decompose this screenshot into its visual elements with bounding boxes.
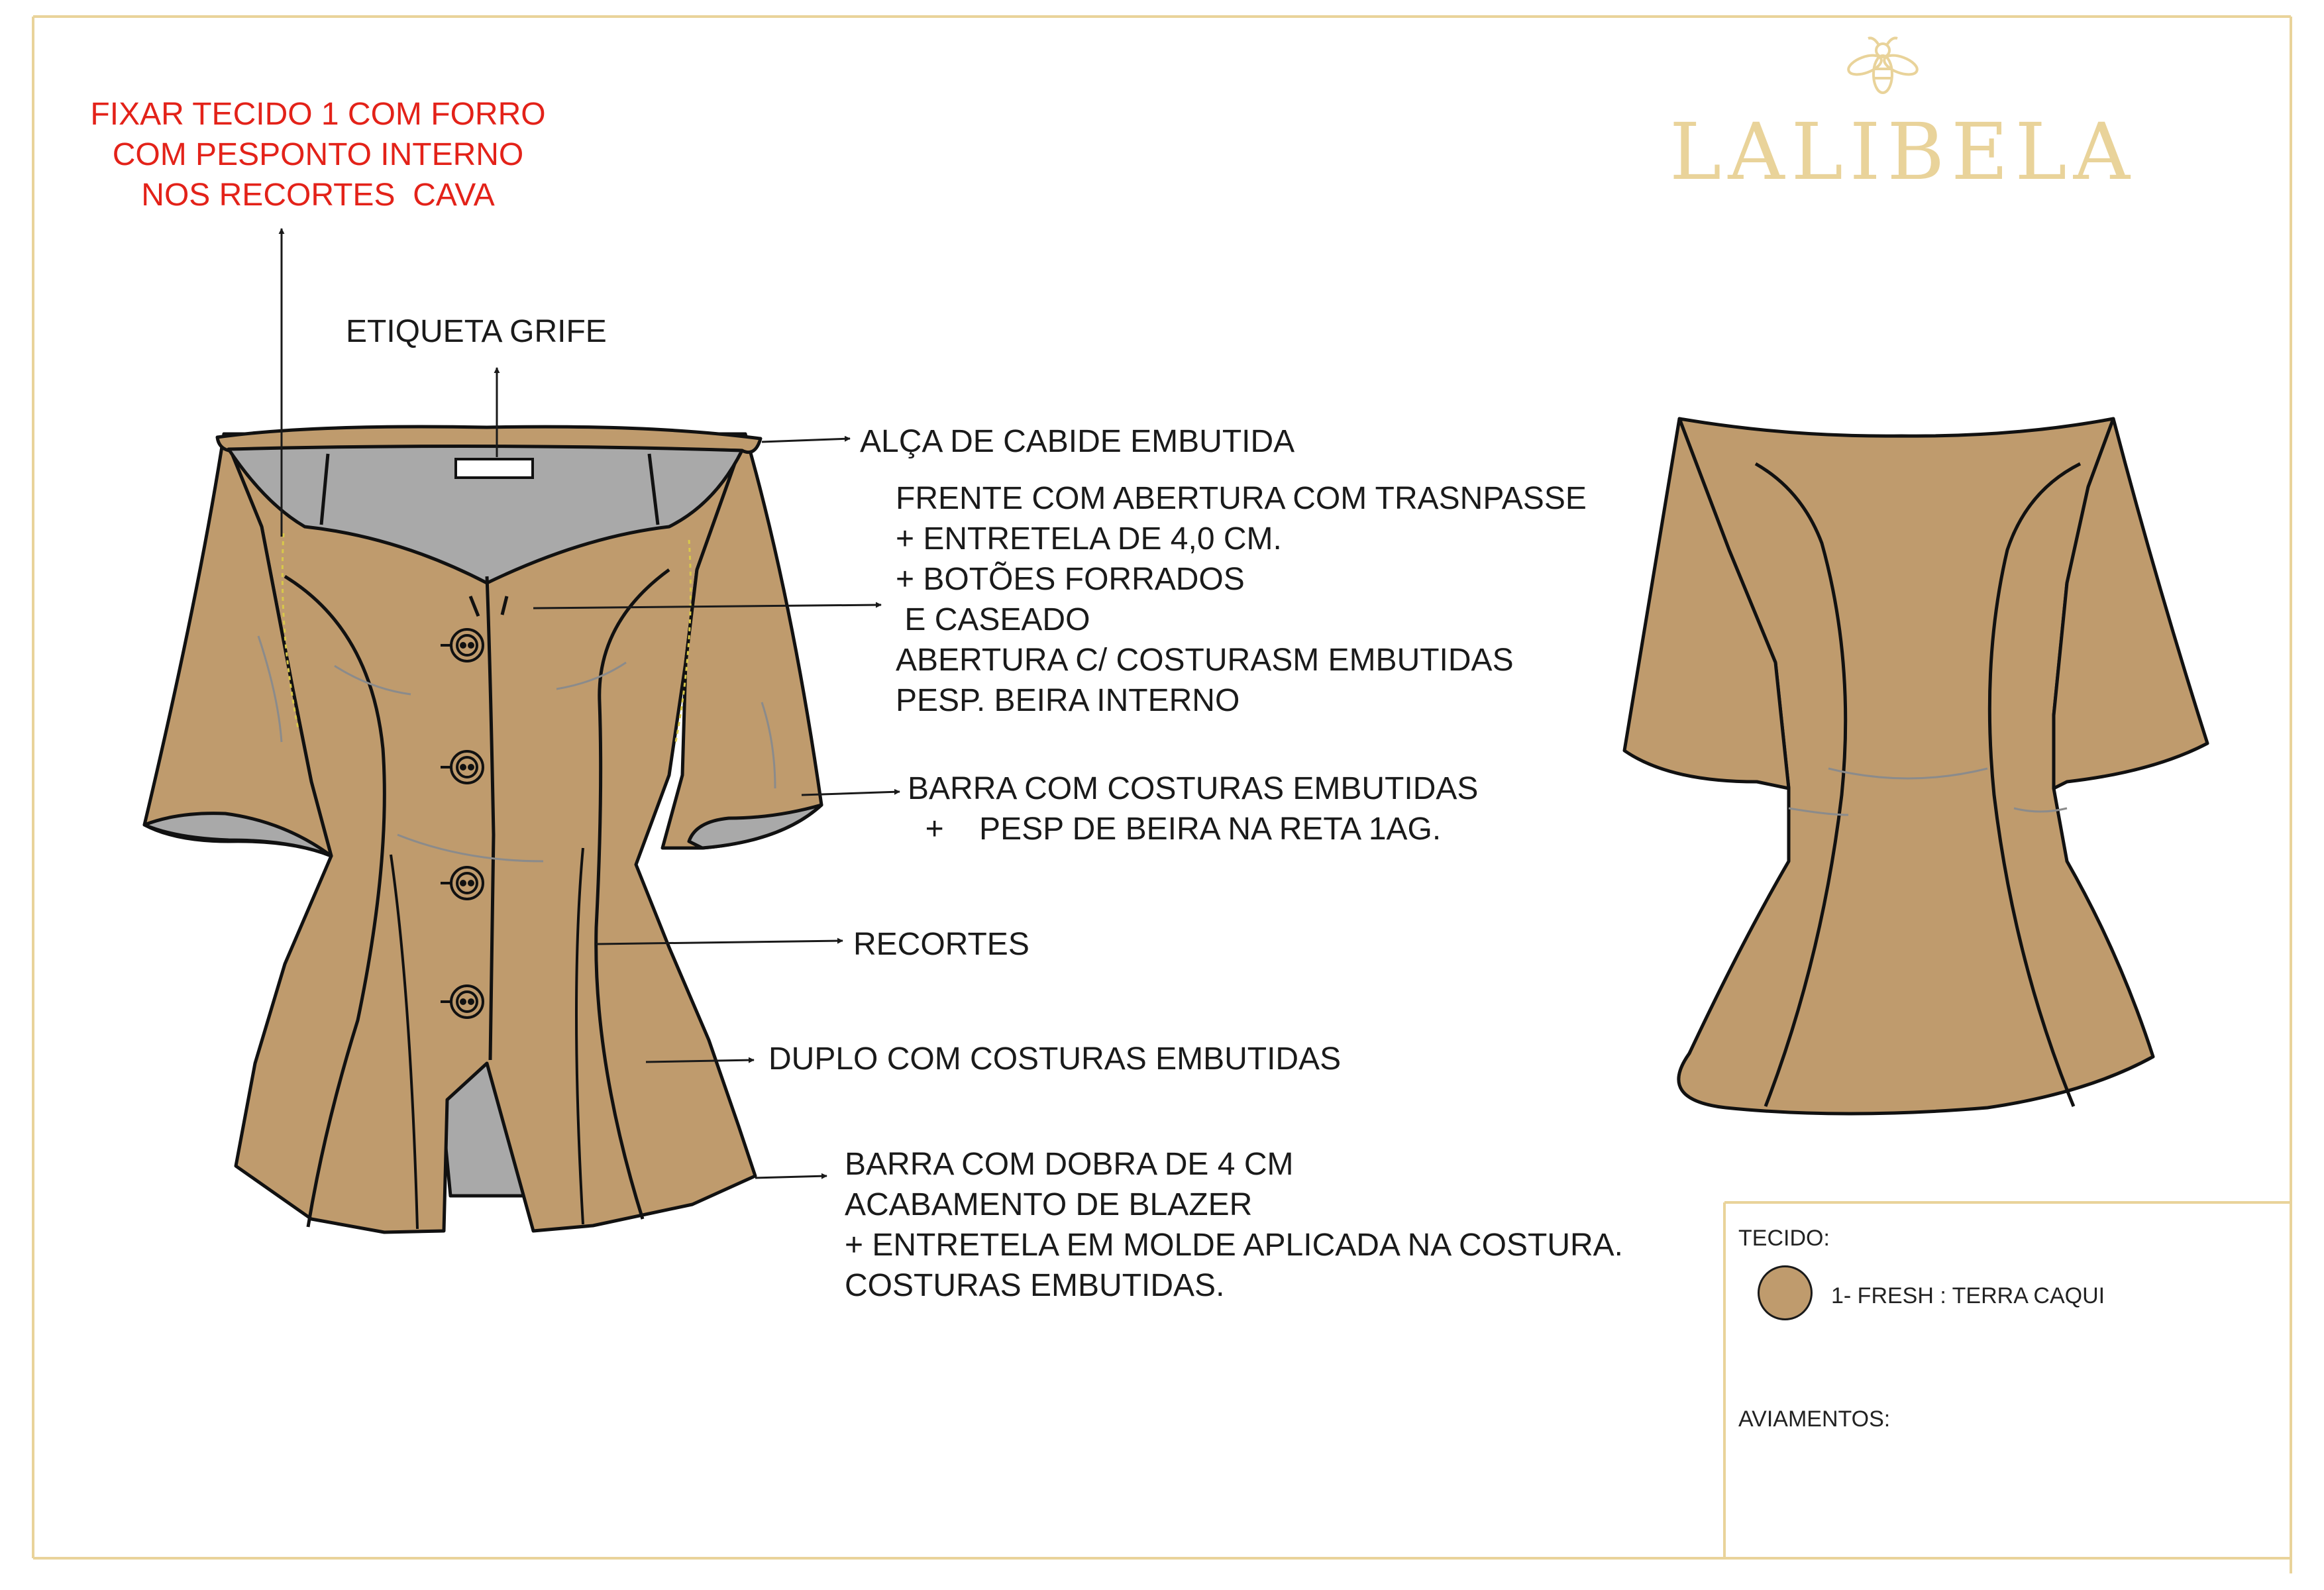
trims-label: AVIAMENTOS:: [1738, 1406, 1891, 1432]
front-view-garment: [144, 427, 821, 1232]
spec-panel-frame: [1724, 1202, 2291, 1558]
double-note: DUPLO COM COSTURAS EMBUTIDAS: [768, 1041, 1342, 1077]
brand-logo-text: LALIBELA: [1669, 106, 2137, 197]
hem-note: BARRA COM DOBRA DE 4 CM ACABAMENTO DE BLAZER + ENTRETELA EM MOLDE APLICADA NA COSTURA. COSTURAS EMBUTIDAS.: [845, 1147, 1623, 1303]
hanger-loop-note: ALÇA DE CABIDE EMBUTIDA: [860, 424, 1295, 459]
button-3: [451, 867, 483, 899]
button-4: [451, 986, 483, 1018]
brand-label-tag: [456, 459, 533, 478]
sleeve-hem-note: BARRA COM COSTURAS EMBUTIDAS + PESP DE BEIRA NA RETA 1AG.: [908, 771, 1479, 847]
front-opening-note: FRENTE COM ABERTURA COM TRASNPASSE + ENTRETELA DE 4,0 CM. + BOTÕES FORRADOS E CASEADO ABERTURA C/ COSTURASM EMBUTIDAS PESP. BEIRA INTERNO: [896, 481, 1587, 718]
back-view-garment: [1624, 419, 2207, 1114]
arrow-hanger-loop: [762, 439, 850, 442]
button-1: [451, 629, 483, 661]
fabric-swatch-icon: [1758, 1265, 1813, 1320]
label-tag-note: ETIQUETA GRIFE: [346, 314, 607, 349]
seams-note: RECORTES: [853, 927, 1030, 962]
lining-note: FIXAR TECIDO 1 COM FORRO COM PESPONTO INTERNO NOS RECORTES CAVA: [90, 97, 546, 213]
arrow-hem: [755, 1176, 827, 1178]
fabric-label: TECIDO:: [1738, 1226, 1830, 1251]
button-2: [451, 751, 483, 783]
bee-icon: [1846, 38, 1919, 93]
fabric-item: 1- FRESH : TERRA CAQUI: [1831, 1283, 2105, 1308]
